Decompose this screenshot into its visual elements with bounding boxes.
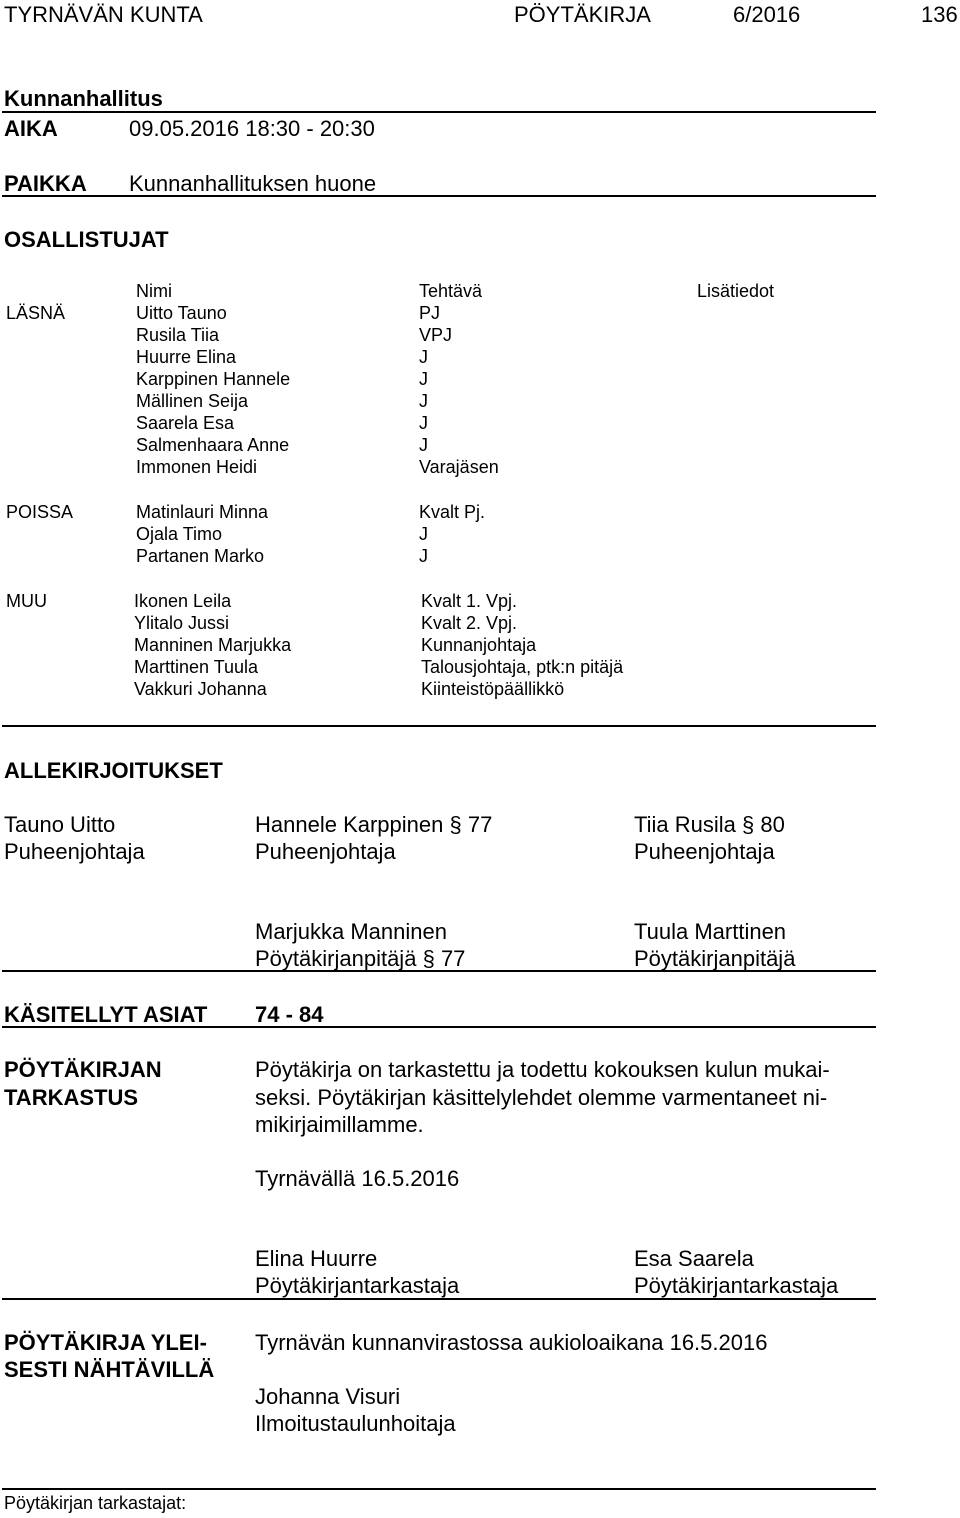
footer-reviewers-label: Pöytäkirjan tarkastajat: [4,1493,187,1513]
other-label: MUU [6,591,47,611]
participant-name: Partanen Marko [136,546,265,566]
participant-role: J [419,413,428,433]
participant-name: Karppinen Hannele [136,369,291,389]
participant-role: Talousjohtaja, ptk:n pitäjä [421,657,624,677]
participant-name: Salmenhaara Anne [136,435,290,455]
present-label: LÄSNÄ [6,303,66,323]
participant-role: J [419,391,428,411]
divider [2,111,876,113]
page-number: 136 [921,2,958,27]
municipality-name: TYRNÄVÄN KUNTA [4,2,203,27]
participant-role: J [419,435,428,455]
official-title: Ilmoitustaulunhoitaja [255,1411,456,1436]
col-role-header: Tehtävä [419,281,483,301]
participant-name: Rusila Tiia [136,325,220,345]
participant-role: Varajäsen [419,457,499,477]
participant-role: J [419,369,428,389]
reviewer-title: Pöytäkirjantarkastaja [634,1273,839,1298]
participant-name: Ojala Timo [136,524,223,544]
time-value: 09.05.2016 18:30 - 20:30 [129,116,375,141]
chair-name: Hannele Karppinen § 77 [255,812,493,837]
participant-name: Immonen Heidi [136,457,258,477]
review-place-date: Tyrnävällä 16.5.2016 [255,1166,460,1191]
participant-name: Manninen Marjukka [134,635,292,655]
col-info-header: Lisätiedot [697,281,775,301]
divider [2,1488,876,1490]
participant-role: Kvalt Pj. [419,502,486,522]
participant-name: Matinlauri Minna [136,502,269,522]
section-sign: § [449,812,462,837]
participant-role: J [419,546,428,566]
participant-role: Kvalt 1. Vpj. [421,591,518,611]
reviewer-name: Elina Huurre [255,1246,378,1271]
review-label: PÖYTÄKIRJAN [4,1057,162,1082]
items-value: 74 - 84 [255,1002,324,1027]
divider [2,1026,876,1028]
items-label: KÄSITELLYT ASIAT [4,1002,208,1027]
reviewer-name: Esa Saarela [634,1246,754,1271]
divider [2,195,876,197]
time-label: AIKA [4,116,58,141]
place-label: PAIKKA [4,171,87,196]
signatures-title: ALLEKIRJOITUKSET [4,758,223,783]
chair-title: Puheenjohtaja [634,839,775,864]
participant-name: Ylitalo Jussi [134,613,230,633]
chair-title: Puheenjohtaja [4,839,145,864]
review-text: mikirjaimillamme. [255,1112,424,1137]
col-name-header: Nimi [136,281,172,301]
participant-name: Uitto Tauno [136,303,227,323]
review-label: TARKASTUS [4,1085,139,1110]
participant-name: Saarela Esa [136,413,235,433]
review-text: Pöytäkirja on tarkastettu ja todettu kokouksen kulun mukai- [255,1057,830,1082]
participant-name: Mällinen Seija [136,391,249,411]
participants-title: OSALLISTUJAT [4,227,169,252]
participant-name: Huurre Elina [136,347,237,367]
place-value: Kunnanhallituksen huone [129,171,377,196]
secretary-title: Pöytäkirjanpitäjä [634,946,796,971]
absent-label: POISSA [6,502,74,522]
public-display-label: PÖYTÄKIRJA YLEI- [4,1330,207,1355]
secretary-name: Tuula Marttinen [634,919,787,944]
doc-number: 6/2016 [733,2,801,27]
secretary-title: Pöytäkirjanpitäjä § 77 [255,946,466,971]
participant-role: J [419,524,428,544]
doc-type: PÖYTÄKIRJA [514,2,651,27]
participant-name: Vakkuri Johanna [134,679,267,699]
section-sign: § [742,812,755,837]
participant-name: Marttinen Tuula [134,657,259,677]
divider [2,725,876,727]
participant-role: PJ [419,303,441,323]
body-name: Kunnanhallitus [4,86,163,111]
participant-role: Kunnanjohtaja [421,635,537,655]
participant-role: Kvalt 2. Vpj. [421,613,518,633]
secretary-name: Marjukka Manninen [255,919,447,944]
chair-name: Tauno Uitto [4,812,116,837]
divider [2,970,876,972]
divider [2,1298,876,1300]
participant-role: J [419,347,428,367]
reviewer-title: Pöytäkirjantarkastaja [255,1273,460,1298]
review-text: seksi. Pöytäkirjan käsittelylehdet olemme varmentaneet ni- [255,1085,828,1110]
public-display-label: SESTI NÄHTÄVILLÄ [4,1357,215,1382]
official-name: Johanna Visuri [255,1384,401,1409]
public-display-text: Tyrnävän kunnanvirastossa aukioloaikana 16.5.2016 [255,1330,768,1355]
participant-name: Ikonen Leila [134,591,232,611]
section-sign: § [422,946,435,971]
chair-title: Puheenjohtaja [255,839,396,864]
participant-role: Kiinteistöpäällikkö [421,679,565,699]
chair-name: Tiia Rusila § 80 [634,812,785,837]
participant-role: VPJ [419,325,453,345]
